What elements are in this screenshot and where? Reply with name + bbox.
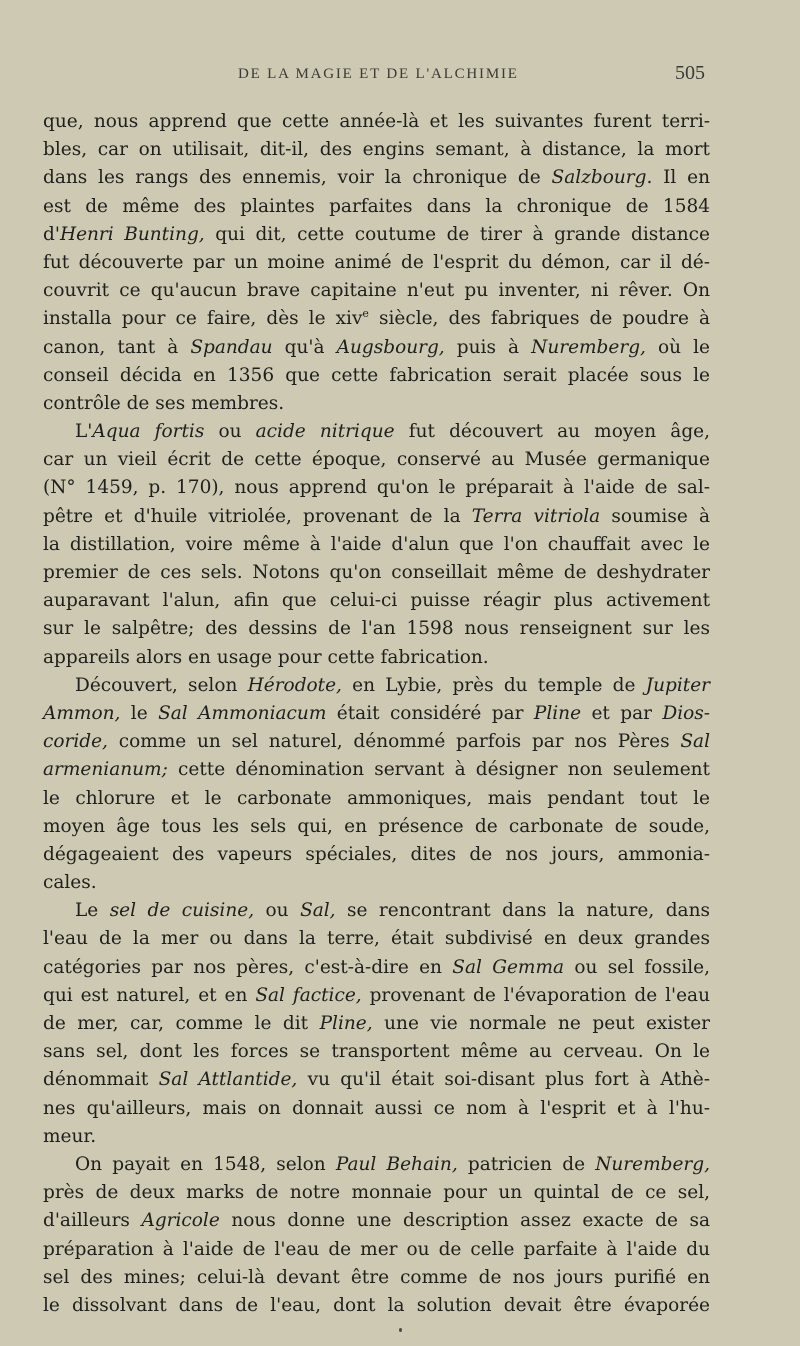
- text-line: installa pour ce faire, dès le xiv$^e$ siècle, des fabriques de poudre à: [43, 307, 710, 330]
- italic-term: Aqua fortis: [92, 421, 205, 443]
- text-line: car un vieil écrit de cette époque, conservé au Musée germanique: [43, 449, 710, 471]
- page-number: 505: [675, 62, 705, 84]
- paragraph-start: Découvert, selon Hérodote, en Lybie, près du temple de Jupiter: [75, 674, 710, 696]
- text-line: d'ailleurs Agricole nous donne une description assez exacte de sa: [43, 1210, 710, 1232]
- italic-term: Augsbourg,: [336, 336, 445, 358]
- text-line: meur.: [43, 1125, 97, 1147]
- text-line: est de même des plaintes parfaites dans la chronique de 1584: [43, 195, 710, 217]
- text-line: dégageaient des vapeurs spéciales, dites de nos jours, ammonia-: [43, 843, 710, 865]
- italic-term: Hérodote,: [247, 674, 342, 696]
- italic-term: armenianum;: [43, 759, 168, 781]
- text-line: dénommait Sal Attlantide, vu qu'il était soi-disant plus fort à Athè-: [43, 1069, 710, 1091]
- text-line: moyen âge tous les sels qui, en présence de carbonate de soude,: [43, 815, 710, 837]
- text-line: contrôle de ses membres.: [43, 392, 285, 414]
- text-line: nes qu'ailleurs, mais on donnait aussi ce nom à l'esprit et à l'hu-: [43, 1097, 710, 1119]
- italic-term: Nuremberg,: [531, 336, 646, 358]
- text-line: l'eau de la mer ou dans la terre, était subdivisé en deux grandes: [43, 928, 710, 950]
- text-line: qui est naturel, et en Sal factice, provenant de l'évaporation de l'eau: [43, 984, 710, 1006]
- italic-term: Salzbourg: [551, 167, 647, 189]
- running-head: [0, 62, 800, 92]
- italic-term: Dios-: [662, 702, 710, 724]
- paragraph-start: Le sel de cuisine, ou Sal, se rencontrant dans la nature, dans: [75, 900, 710, 922]
- italic-term: coride,: [43, 731, 108, 753]
- text-line: sans sel, dont les forces se transportent même au cerveau. On le: [43, 1041, 710, 1063]
- text-line: premier de ces sels. Notons qu'on conseillait même de deshydrater: [43, 562, 710, 583]
- text-line: armenianum; cette dénomination servant à désigner non seulement: [43, 759, 710, 781]
- text-line: que, nous apprend que cette année-là et les suivantes furent terri-: [43, 111, 710, 132]
- text-line: fut découverte par un moine animé de l'esprit du démon, car il dé-: [43, 251, 710, 273]
- text-line: couvrit ce qu'aucun brave capitaine n'eut pu inventer, ni rêver. On: [43, 280, 710, 302]
- text-line: conseil décida en 1356 que cette fabrication serait placée sous le: [43, 364, 710, 386]
- text-line: cales.: [43, 872, 97, 894]
- italic-term: Spandau: [190, 336, 273, 358]
- text-line: le chlorure et le carbonate ammoniques, mais pendant tout le: [43, 787, 710, 809]
- text-line: sel des mines; celui-là devant être comme de nos jours purifié en: [43, 1266, 710, 1288]
- italic-term: Pline,: [319, 1013, 373, 1034]
- italic-term: Agricole: [141, 1210, 220, 1232]
- italic-term: Sal,: [300, 900, 336, 922]
- italic-term: Sal Attlantide,: [158, 1069, 298, 1091]
- text-line: le dissolvant dans de l'eau, dont la solution devait être évaporée: [43, 1294, 710, 1316]
- text-line: (N° 1459, p. 170), nous apprend qu'on le préparait à l'aide de sal-: [43, 477, 710, 499]
- italic-term: sel de cuisine,: [109, 900, 255, 922]
- italic-term: Paul Behain,: [335, 1153, 458, 1175]
- italic-term: Henri Bunting,: [59, 223, 205, 245]
- body-text: [43, 108, 710, 1320]
- text-line: près de deux marks de notre monnaie pour un quintal de ce sel,: [43, 1182, 710, 1204]
- text-line: Ammon, le Sal Ammoniacum était considéré par Pline et par Dios-: [43, 702, 710, 724]
- italic-term: Nuremberg,: [595, 1153, 710, 1175]
- running-title: DE LA MAGIE ET DE L'ALCHIMIE: [238, 66, 519, 82]
- paragraph-start: L'Aqua fortis ou acide nitrique fut découvert au moyen âge,: [75, 421, 710, 443]
- italic-term: Jupiter: [645, 674, 710, 696]
- text-line: d'Henri Bunting, qui dit, cette coutume de tirer à grande distance: [43, 223, 710, 245]
- italic-term: Sal: [680, 731, 710, 753]
- text-line: sur le salpêtre; des dessins de l'an 1598 nous renseignent sur les: [43, 618, 710, 640]
- paragraph-start: On payait en 1548, selon Paul Behain, patricien de Nuremberg,: [75, 1153, 710, 1175]
- italic-term: Terra vitriola: [471, 505, 601, 527]
- text-line: de mer, car, comme le dit Pline, une vie normale ne peut exister: [43, 1013, 711, 1034]
- text-line: catégories par nos pères, c'est-à-dire en Sal Gemma ou sel fossile,: [43, 956, 710, 978]
- italic-term: Sal Ammoniacum: [158, 702, 327, 724]
- text-line: préparation à l'aide de l'eau de mer ou de celle parfaite à l'aide du: [43, 1238, 710, 1260]
- text-line: auparavant l'alun, afin que celui-ci puisse réagir plus activement: [43, 590, 710, 612]
- text-line: dans les rangs des ennemis, voir la chronique de Salzbourg. Il en: [43, 167, 710, 189]
- superscript: e: [362, 307, 369, 321]
- italic-term: acide nitrique: [255, 421, 395, 443]
- text-line: canon, tant à Spandau qu'à Augsbourg, puis à Nuremberg, où le: [43, 336, 710, 358]
- text-line: la distillation, voire même à l'aide d'alun que l'on chauffait avec le: [43, 533, 710, 555]
- italic-term: Ammon,: [43, 702, 121, 724]
- text-line: coride, comme un sel naturel, dénommé parfois par nos Pères Sal: [43, 731, 710, 753]
- italic-term: Sal factice,: [255, 984, 362, 1006]
- print-speck: [399, 1328, 402, 1332]
- text-line: bles, car on utilisait, dit-il, des engins semant, à distance, la mort: [43, 139, 710, 161]
- italic-term: Pline: [533, 702, 582, 724]
- text-line: pêtre et d'huile vitriolée, provenant de la Terra vitriola soumise à: [43, 505, 710, 527]
- italic-term: Sal Gemma: [452, 956, 565, 978]
- text-line: appareils alors en usage pour cette fabrication.: [43, 646, 489, 668]
